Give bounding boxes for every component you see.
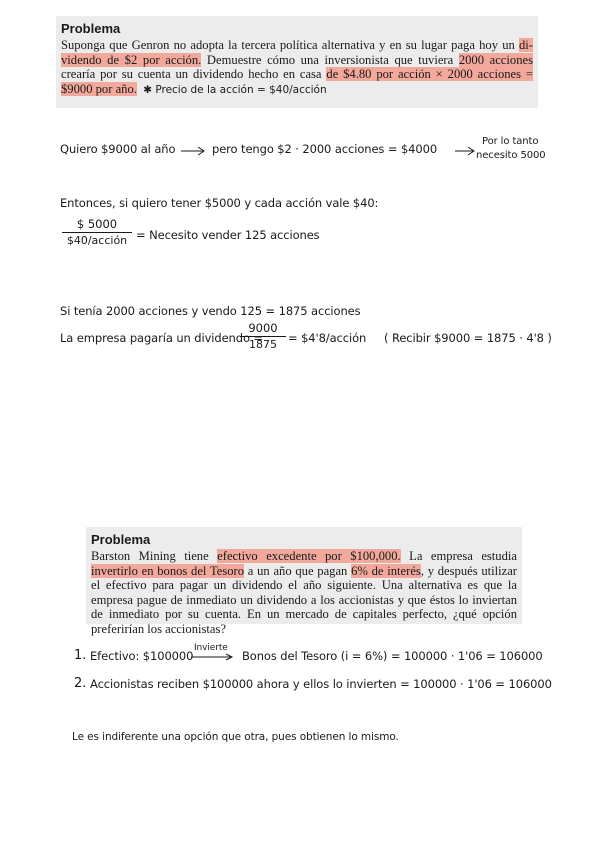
fraction (240, 322, 286, 351)
handwritten-note: ✱ Precio de la acción = $40/acción (143, 83, 327, 96)
hw-line2-a: Entonces, si quiero tener $5000 y cada acción vale $40: (60, 196, 379, 210)
answer-number-2: 2. (74, 676, 87, 691)
highlight: di- (519, 38, 533, 52)
arrow-icon (180, 146, 206, 156)
hw-line1-b: pero tengo $2 · 2000 acciones = $4000 (212, 142, 438, 156)
answer-2-a: Accionistas reciben $100000 ahora y ellos lo invierten = 100000 · 1'06 = 106000 (90, 677, 552, 691)
highlight: 2000 acciones (458, 52, 533, 67)
fraction-numerator: $ 5000 (76, 217, 118, 231)
hw-line2-rest: = Necesito vender 125 acciones (136, 228, 320, 242)
hw-line3-c: = $4'8/acción (288, 331, 367, 345)
hw-line1-c2: necesito 5000 (476, 150, 546, 161)
highlight: efectivo excedente por $100,000. (217, 549, 401, 563)
problem-box-2 (86, 527, 522, 636)
hw-line1-a: Quiero $9000 al año (60, 142, 176, 156)
fraction-numerator: 9000 (248, 321, 278, 335)
problem-title: Problema (91, 532, 151, 547)
conclusion: Le es indiferente una opción que otra, pues obtienen lo mismo. (72, 731, 399, 743)
highlight: de $4.80 por acción × 2000 acciones = (326, 67, 533, 82)
hw-line3-b: La empresa pagaría un dividendo = (60, 331, 263, 345)
problem-title: Problema (61, 21, 121, 36)
highlight: videndo de $2 por acción. (61, 52, 202, 67)
highlight: invertirlo en bonos del Tesoro (91, 563, 245, 578)
fraction-denominator: 1875 (249, 338, 277, 351)
hw-line1-c1: Por lo tanto (482, 136, 539, 147)
arrow-icon (190, 653, 234, 661)
fraction-bar (62, 232, 132, 233)
highlight: $9000 por año. (61, 81, 137, 96)
answer-1-a: Efectivo: $100000 (90, 649, 194, 663)
highlight: 6% de interés (351, 563, 421, 578)
answer-1-b: Bonos del Tesoro (i = 6%) = 100000 · 1'06 = 106000 (242, 649, 543, 663)
problem-text: Barston Mining tiene efectivo excedente por $100,000. La empresa estudia invertirlo en bonos del Tesoro a un año que pagan 6% de interés, y después utilizar el efectivo para pagar un dividendo el año siguiente. Una alternativa es que la empresa pague de inmediato un dividendo a los accionistas y que éstos lo inviertan de inmediato por su cuenta. En un mercado de capitales perfecto, ¿qué opción preferirían los accionistas? (91, 549, 518, 636)
answer-number-1: 1. (74, 648, 87, 663)
arrow-label: Invierte (194, 643, 228, 653)
fraction (62, 218, 132, 247)
hw-line3-a: Si tenía 2000 acciones y vendo 125 = 1875 acciones (60, 304, 361, 318)
problem-text: Suponga que Genron no adopta la tercera política alternativa y en su lugar paga hoy un di- videndo de $2 por acción. Demuestre cómo una inversionista que tuviera 2000 acciones crearía por su cuenta un dividendo hecho en casa de $4.80 por acción × 2000 acciones = $9000 por año. ✱ Precio de la acción = $40/acción (61, 38, 533, 96)
arrow-icon (454, 146, 476, 156)
hw-line3-d: ( Recibir $9000 = 1875 · 4'8 ) (384, 331, 552, 345)
fraction-bar (240, 336, 286, 337)
problem-box-1 (56, 16, 538, 108)
fraction-denominator: $40/acción (66, 234, 128, 247)
